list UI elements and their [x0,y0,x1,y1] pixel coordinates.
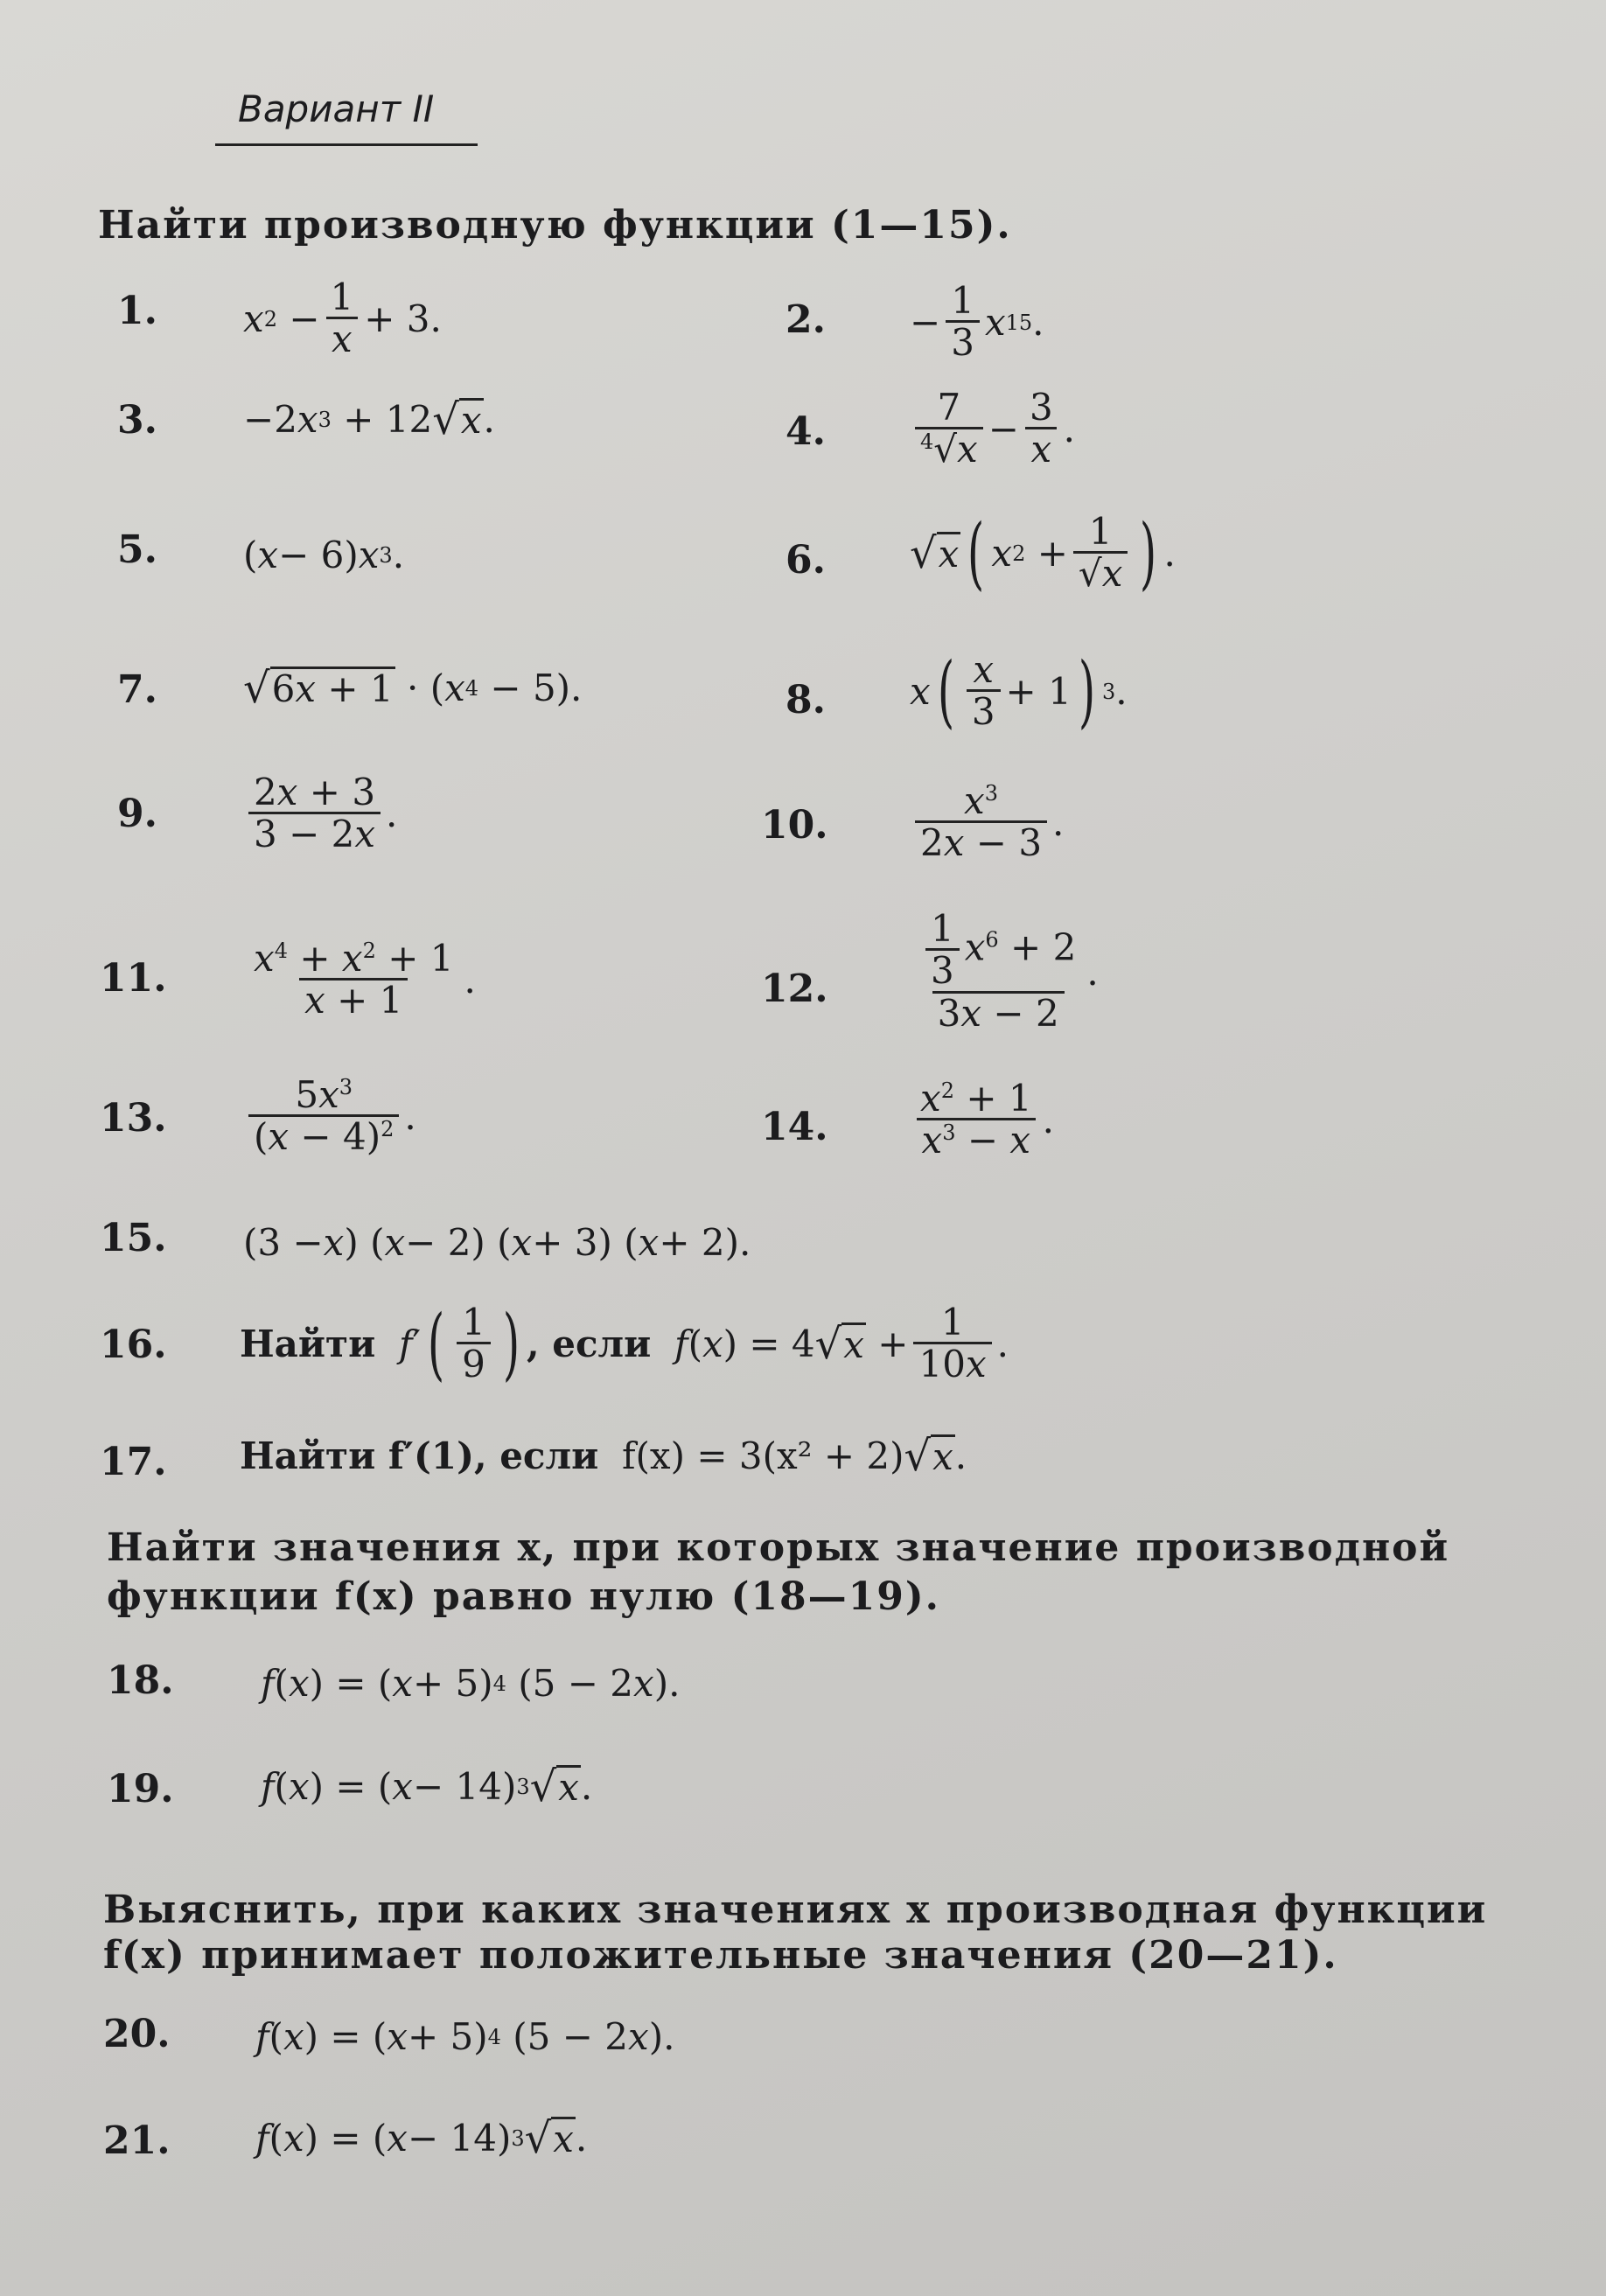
section-heading-3-line1: Выяснить, при каких значениях x производная функции [103,1888,1488,1932]
task-11-expression: $\frac{x^4 + x^2 + 1}{x + 1}$ . [254,937,476,1022]
section-heading-2-line1: Найти значения x, при которых значение производной [107,1525,1450,1570]
task-16-expression: Найти f ′ ( $\frac{1}{9}$ ) , если f ( x ) = 4 √ x + $\frac{1}{10x}$ . [240,1297,1009,1390]
task-number: 7. [117,667,157,712]
task-19-expression: f ( x ) = ( x − 14) 3 √ x . [261,1762,593,1812]
task-9-expression: $\frac{2x + 3}{3 - 2x}$ . [243,773,397,855]
task-number: 17. [100,1440,167,1484]
task-number: 3. [117,398,157,443]
task-12-expression: $\frac{1}{3}$ $x^6 + 2$ 3x − 2 . [910,910,1099,1034]
task-number: 1. [117,289,157,333]
task-number: 21. [103,2118,171,2163]
task-10-expression: $\frac{x^3}{2x - 3}$ . [910,782,1064,863]
section-heading-3-line2: f(x) принимает положительные значения (20—21). [103,1933,1338,1978]
variant-title: Вариант II [238,87,435,130]
task-13-expression: $\frac{5x^3}{(x - 4)^2}$ . [243,1076,416,1157]
task-3-expression: −2 x 3 + 12 √ x . [243,395,495,445]
task-number: 15. [100,1216,167,1260]
task-4-expression: $\frac{7}{^4√x}$ − $\frac{3}{x}$ . [910,388,1075,470]
task-number: 19. [107,1767,174,1811]
title-underline [215,143,478,146]
task-number: 11. [100,956,167,1001]
task-18-expression: f ( x ) = ( x + 5) 4 (5 − 2 x ). [261,1662,681,1705]
task-number: 12. [761,967,828,1011]
task-number: 4. [786,409,826,454]
task-6-expression: √ x ( x 2 + $\frac{1}{√x}$ ) . [910,506,1176,599]
section-heading-1: Найти производную функции (1—15). [98,203,1012,248]
task-number: 10. [761,803,828,848]
task-16-find-word: Найти [240,1322,376,1366]
task-1-expression: x 2 − $\frac{1}{x}$ + 3. [243,276,442,361]
task-2-expression: − $\frac{1}{3}$ x 15 . [910,279,1044,365]
task-8-expression: x ( $\frac{x}{3}$ + 1 ) 3 . [910,645,1128,737]
task-number: 16. [100,1322,167,1367]
task-number: 20. [103,2012,171,2056]
task-number: 13. [100,1096,167,1141]
task-number: 6. [786,538,826,583]
task-14-expression: $\frac{x^2 + 1}{x^3 - x}$ . [910,1079,1054,1161]
task-21-expression: f ( x ) = ( x − 14) 3 √ x . [255,2114,588,2164]
task-7-expression: √ 6x + 1 · ( x 4 − 5). [243,664,583,714]
task-5-expression: ( x − 6) x 3 . [243,534,405,576]
task-number: 18. [107,1658,174,1703]
task-16-if-word: , если [527,1322,652,1366]
task-number: 5. [117,527,157,572]
task-17-formula: f(x) = 3(x² + 2) [621,1434,904,1478]
task-number: 8. [786,678,826,722]
task-number: 14. [761,1105,828,1149]
task-17-text: Найти f′(1), если [240,1434,599,1478]
task-20-expression: f ( x ) = ( x + 5) 4 (5 − 2 x ). [255,2015,675,2058]
task-15-expression: (3 − x ) ( x − 2) ( x + 3) ( x + 2). [243,1221,751,1264]
task-number: 2. [786,297,826,342]
task-number: 9. [117,792,157,836]
section-heading-2-line2: функции f(x) равно нулю (18—19). [107,1574,941,1619]
task-17-expression: Найти f′(1), если f(x) = 3(x² + 2) √ x . [240,1432,967,1482]
